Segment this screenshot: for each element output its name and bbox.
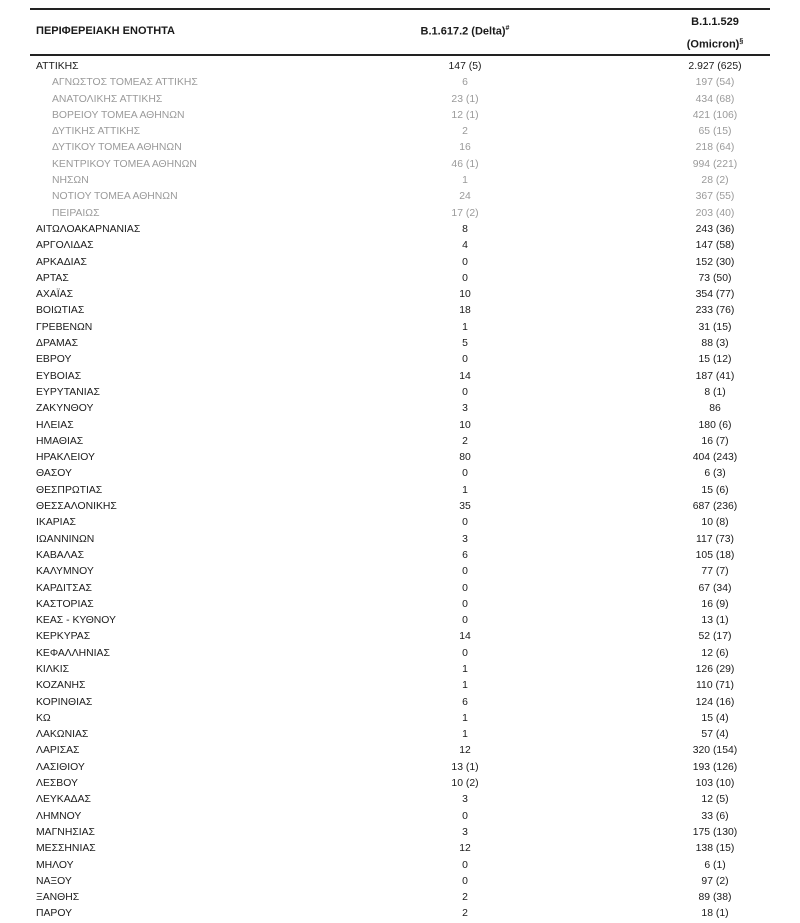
- table-row: [30, 678, 770, 694]
- delta-cell: 8: [462, 223, 468, 235]
- omicron-cell: 175 (130): [692, 826, 738, 838]
- region-cell: ΚΕΑΣ - ΚΥΘΝΟΥ: [36, 615, 116, 627]
- region-cell: ΜΗΛΟΥ: [36, 859, 74, 871]
- region-cell: ΛΕΣΒΟΥ: [36, 778, 78, 790]
- table-row: [30, 401, 770, 417]
- region-cell: ΝΗΣΩΝ: [52, 175, 89, 187]
- delta-cell: 10: [459, 419, 471, 431]
- table-row: [30, 369, 770, 385]
- header-omicron-mark: §: [739, 38, 744, 45]
- delta-cell: 14: [459, 631, 471, 643]
- delta-cell: 2: [462, 126, 468, 138]
- table-row: [30, 760, 770, 776]
- delta-cell: 3: [462, 826, 468, 838]
- table-row: [30, 450, 770, 466]
- omicron-cell: 354 (77): [695, 289, 735, 301]
- header-delta-label: B.1.617.2 (Delta): [420, 25, 506, 38]
- omicron-cell: 152 (30): [695, 256, 735, 268]
- omicron-cell: 97 (2): [701, 875, 729, 887]
- region-cell: ΑΤΤΙΚΗΣ: [36, 61, 79, 72]
- delta-cell: 0: [462, 810, 468, 822]
- table-row: [30, 352, 770, 368]
- omicron-cell: 16 (7): [701, 435, 729, 447]
- table-row: [30, 646, 770, 662]
- delta-cell: 12 (1): [451, 109, 479, 121]
- delta-cell: 4: [462, 240, 468, 252]
- omicron-cell: 88 (3): [701, 338, 729, 350]
- omicron-cell: 110 (71): [696, 680, 734, 692]
- header-omicron-label: (Omicron): [686, 38, 740, 51]
- table-row: [30, 890, 770, 906]
- region-cell: ΗΜΑΘΙΑΣ: [36, 435, 84, 447]
- table-row: [30, 385, 770, 401]
- omicron-cell: 52 (17): [698, 631, 732, 643]
- delta-cell: 0: [462, 615, 468, 627]
- region-cell: ΚΩ: [36, 712, 51, 724]
- delta-cell: 10: [459, 289, 471, 301]
- table-row: [30, 809, 770, 825]
- region-cell: ΘΑΣΟΥ: [36, 468, 72, 480]
- table-row: [30, 255, 770, 271]
- table-row: [30, 825, 770, 841]
- delta-cell: 1: [462, 663, 468, 675]
- table-row: [30, 157, 770, 173]
- table-row: [30, 727, 770, 743]
- table-row: [30, 75, 770, 91]
- region-cell: ΑΝΑΤΟΛΙΚΗΣ ΑΤΤΙΚΗΣ: [52, 93, 163, 105]
- delta-cell: 0: [462, 859, 468, 871]
- table-row: [30, 124, 770, 140]
- region-cell: ΖΑΚΥΝΘΟΥ: [36, 403, 94, 415]
- region-cell: ΚΙΛΚΙΣ: [36, 663, 69, 675]
- omicron-cell: 193 (126): [692, 761, 738, 773]
- delta-cell: 6: [462, 77, 468, 89]
- omicron-cell: 218 (64): [695, 142, 735, 154]
- omicron-cell: 31 (15): [698, 321, 732, 333]
- table-header: [30, 8, 770, 56]
- delta-cell: 12: [459, 745, 471, 757]
- omicron-cell: 16 (9): [701, 598, 729, 610]
- delta-cell: 5: [462, 338, 468, 350]
- table-row: [30, 92, 770, 108]
- region-cell: ΓΡΕΒΕΝΩΝ: [36, 321, 93, 333]
- delta-cell: 0: [462, 386, 468, 398]
- table-row: [30, 238, 770, 254]
- table-row: [30, 303, 770, 319]
- table-row: [30, 271, 770, 287]
- table-row: [30, 418, 770, 434]
- omicron-cell: 187 (41): [695, 370, 735, 382]
- delta-cell: 1: [462, 321, 468, 333]
- delta-cell: 0: [462, 354, 468, 366]
- delta-cell: 1: [462, 729, 468, 741]
- omicron-cell: 77 (7): [701, 566, 729, 578]
- delta-cell: 0: [462, 517, 468, 529]
- table-row: [30, 695, 770, 711]
- table-row: [30, 548, 770, 564]
- omicron-cell: 687 (236): [692, 501, 738, 513]
- region-cell: ΑΓΝΩΣΤΟΣ ΤΟΜΕΑΣ ΑΤΤΙΚΗΣ: [52, 77, 198, 89]
- region-cell: ΚΟΡΙΝΘΙΑΣ: [36, 696, 93, 708]
- region-cell: ΜΑΓΝΗΣΙΑΣ: [36, 826, 95, 838]
- region-cell: ΜΕΣΣΗΝΙΑΣ: [36, 843, 96, 855]
- omicron-cell: 28 (2): [701, 175, 729, 187]
- delta-cell: 17 (2): [451, 207, 479, 219]
- region-cell: ΚΑΣΤΟΡΙΑΣ: [36, 598, 94, 610]
- delta-cell: 80: [459, 452, 471, 464]
- region-cell: ΑΙΤΩΛΟΑΚΑΡΝΑΝΙΑΣ: [36, 223, 141, 235]
- table-row: [30, 841, 770, 857]
- delta-cell: 3: [462, 403, 468, 415]
- omicron-cell: 18 (1): [701, 908, 729, 920]
- omicron-cell: 15 (6): [701, 484, 729, 496]
- header-delta: [390, 25, 540, 38]
- region-cell: ΠΑΡΟΥ: [36, 908, 73, 920]
- region-cell: ΚΕΦΑΛΛΗΝΙΑΣ: [36, 647, 110, 659]
- table-row: [30, 222, 770, 238]
- table-row: [30, 287, 770, 303]
- table-row: [30, 206, 770, 222]
- header-region: ΠΕΡΙΦΕΡΕΙΑΚΗ ΕΝΟΤΗΤΑ: [36, 25, 176, 37]
- delta-cell: 24: [459, 191, 471, 203]
- region-cell: ΞΑΝΘΗΣ: [36, 892, 80, 904]
- table-row: [30, 320, 770, 336]
- delta-cell: 46 (1): [451, 158, 479, 170]
- table-row: [30, 434, 770, 450]
- header-omicron-line1: B.1.1.529: [691, 16, 739, 28]
- omicron-cell: 10 (8): [701, 517, 729, 529]
- table-row: [30, 629, 770, 645]
- omicron-cell: 117 (73): [696, 533, 734, 545]
- delta-cell: 6: [462, 696, 468, 708]
- table-row: [30, 613, 770, 629]
- table-row: [30, 108, 770, 124]
- table-row: [30, 662, 770, 678]
- delta-cell: 10 (2): [451, 778, 479, 790]
- table-row: [30, 711, 770, 727]
- omicron-cell: 126 (29): [695, 663, 735, 675]
- delta-cell: 1: [462, 175, 468, 187]
- delta-cell: 16: [459, 142, 471, 154]
- omicron-cell: 8 (1): [704, 386, 726, 398]
- delta-cell: 14: [459, 370, 471, 382]
- omicron-cell: 89 (38): [698, 892, 732, 904]
- delta-cell: 2: [462, 908, 468, 920]
- omicron-cell: 147 (58): [695, 240, 735, 252]
- region-cell: ΑΡΓΟΛΙΔΑΣ: [36, 240, 94, 252]
- omicron-cell: 404 (243): [692, 452, 738, 464]
- omicron-cell: 73 (50): [698, 272, 732, 284]
- omicron-cell: 65 (15): [698, 126, 732, 138]
- omicron-cell: 12 (5): [701, 794, 729, 806]
- region-cell: ΚΟΖΑΝΗΣ: [36, 680, 86, 692]
- omicron-cell: 124 (16): [695, 696, 735, 708]
- delta-cell: 0: [462, 272, 468, 284]
- region-cell: ΙΩΑΝΝΙΝΩΝ: [36, 533, 95, 545]
- region-cell: ΕΒΡΟΥ: [36, 354, 72, 366]
- region-cell: ΔΥΤΙΚΟΥ ΤΟΜΕΑ ΑΘΗΝΩΝ: [52, 142, 182, 154]
- delta-cell: 0: [462, 598, 468, 610]
- delta-cell: 147 (5): [448, 61, 482, 72]
- delta-cell: 3: [462, 794, 468, 806]
- region-cell: ΔΡΑΜΑΣ: [36, 338, 79, 350]
- omicron-cell: 2.927 (625): [688, 61, 742, 72]
- table-body: [30, 59, 770, 923]
- region-cell: ΔΥΤΙΚΗΣ ΑΤΤΙΚΗΣ: [52, 126, 141, 138]
- omicron-cell: 13 (1): [701, 615, 729, 627]
- delta-cell: 3: [462, 533, 468, 545]
- region-cell: ΘΕΣΣΑΛΟΝΙΚΗΣ: [36, 501, 117, 513]
- region-cell: ΛΗΜΝΟΥ: [36, 810, 82, 822]
- omicron-cell: 57 (4): [701, 729, 729, 741]
- delta-cell: 0: [462, 468, 468, 480]
- omicron-cell: 103 (10): [695, 778, 735, 790]
- table-row: [30, 776, 770, 792]
- omicron-cell: 434 (68): [695, 93, 735, 105]
- table-row: [30, 597, 770, 613]
- omicron-cell: 33 (6): [701, 810, 729, 822]
- delta-cell: 2: [462, 435, 468, 447]
- table-row: [30, 59, 770, 75]
- region-cell: ΑΧΑΪΑΣ: [36, 289, 74, 301]
- region-cell: ΙΚΑΡΙΑΣ: [36, 517, 76, 529]
- delta-cell: 12: [459, 843, 471, 855]
- region-cell: ΒΟΡΕΙΟΥ ΤΟΜΕΑ ΑΘΗΝΩΝ: [52, 109, 185, 121]
- table-row: [30, 189, 770, 205]
- region-cell: ΑΡΤΑΣ: [36, 272, 69, 284]
- region-cell: ΝΟΤΙΟΥ ΤΟΜΕΑ ΑΘΗΝΩΝ: [52, 191, 178, 203]
- delta-cell: 2: [462, 892, 468, 904]
- delta-cell: 13 (1): [451, 761, 479, 773]
- region-cell: ΝΑΞΟΥ: [36, 875, 72, 887]
- table-row: [30, 743, 770, 759]
- table-row: [30, 466, 770, 482]
- table-row: [30, 336, 770, 352]
- header-omicron: [640, 12, 790, 55]
- table-row: [30, 792, 770, 808]
- region-cell: ΠΕΙΡΑΙΩΣ: [52, 207, 100, 219]
- table-row: [30, 581, 770, 597]
- region-cell: ΕΥΒΟΙΑΣ: [36, 370, 82, 382]
- table-row: [30, 858, 770, 874]
- table-row: [30, 906, 770, 922]
- omicron-cell: 421 (106): [692, 109, 738, 121]
- omicron-cell: 197 (54): [695, 77, 735, 89]
- region-cell: ΚΑΒΑΛΑΣ: [36, 549, 85, 561]
- variants-table: [30, 8, 770, 923]
- table-row: [30, 515, 770, 531]
- omicron-cell: 320 (154): [692, 745, 738, 757]
- omicron-cell: 367 (55): [695, 191, 735, 203]
- delta-cell: 35: [459, 501, 471, 513]
- region-cell: ΚΑΛΥΜΝΟΥ: [36, 566, 94, 578]
- delta-cell: 0: [462, 566, 468, 578]
- region-cell: ΛΑΡΙΣΑΣ: [36, 745, 80, 757]
- omicron-cell: 6 (3): [704, 468, 726, 480]
- region-cell: ΛΑΣΙΘΙΟΥ: [36, 761, 85, 773]
- table-row: [30, 140, 770, 156]
- delta-cell: 1: [462, 712, 468, 724]
- region-cell: ΗΡΑΚΛΕΙΟΥ: [36, 452, 95, 464]
- table-row: [30, 173, 770, 189]
- region-cell: ΗΛΕΙΑΣ: [36, 419, 74, 431]
- delta-cell: 0: [462, 256, 468, 268]
- table-row: [30, 499, 770, 515]
- omicron-cell: 86: [709, 403, 721, 415]
- region-cell: ΑΡΚΑΔΙΑΣ: [36, 256, 87, 268]
- omicron-cell: 180 (6): [698, 419, 732, 431]
- table-row: [30, 874, 770, 890]
- region-cell: ΛΕΥΚΑΔΑΣ: [36, 794, 91, 806]
- omicron-cell: 15 (4): [701, 712, 729, 724]
- table-row: [30, 483, 770, 499]
- region-cell: ΒΟΙΩΤΙΑΣ: [36, 305, 85, 317]
- table-row: [30, 564, 770, 580]
- region-cell: ΚΕΡΚΥΡΑΣ: [36, 631, 91, 643]
- omicron-cell: 105 (18): [695, 549, 735, 561]
- region-cell: ΕΥΡΥΤΑΝΙΑΣ: [36, 386, 100, 398]
- omicron-cell: 6 (1): [704, 859, 726, 871]
- header-delta-mark: #: [505, 25, 510, 32]
- omicron-cell: 203 (40): [695, 207, 735, 219]
- delta-cell: 0: [462, 647, 468, 659]
- delta-cell: 0: [462, 875, 468, 887]
- header-omicron-line2: [640, 32, 790, 55]
- delta-cell: 1: [462, 484, 468, 496]
- table-row: [30, 532, 770, 548]
- omicron-cell: 12 (6): [701, 647, 729, 659]
- region-cell: ΘΕΣΠΡΩΤΙΑΣ: [36, 484, 103, 496]
- region-cell: ΛΑΚΩΝΙΑΣ: [36, 729, 89, 741]
- delta-cell: 18: [459, 305, 471, 317]
- omicron-cell: 15 (12): [698, 354, 732, 366]
- region-cell: ΚΑΡΔΙΤΣΑΣ: [36, 582, 92, 594]
- omicron-cell: 243 (36): [695, 223, 735, 235]
- omicron-cell: 138 (15): [695, 843, 735, 855]
- delta-cell: 6: [462, 549, 468, 561]
- delta-cell: 23 (1): [451, 93, 479, 105]
- omicron-cell: 67 (34): [698, 582, 732, 594]
- region-cell: ΚΕΝΤΡΙΚΟΥ ΤΟΜΕΑ ΑΘΗΝΩΝ: [52, 158, 197, 170]
- omicron-cell: 994 (221): [692, 158, 738, 170]
- delta-cell: 1: [462, 680, 468, 692]
- omicron-cell: 233 (76): [695, 305, 735, 317]
- delta-cell: 0: [462, 582, 468, 594]
